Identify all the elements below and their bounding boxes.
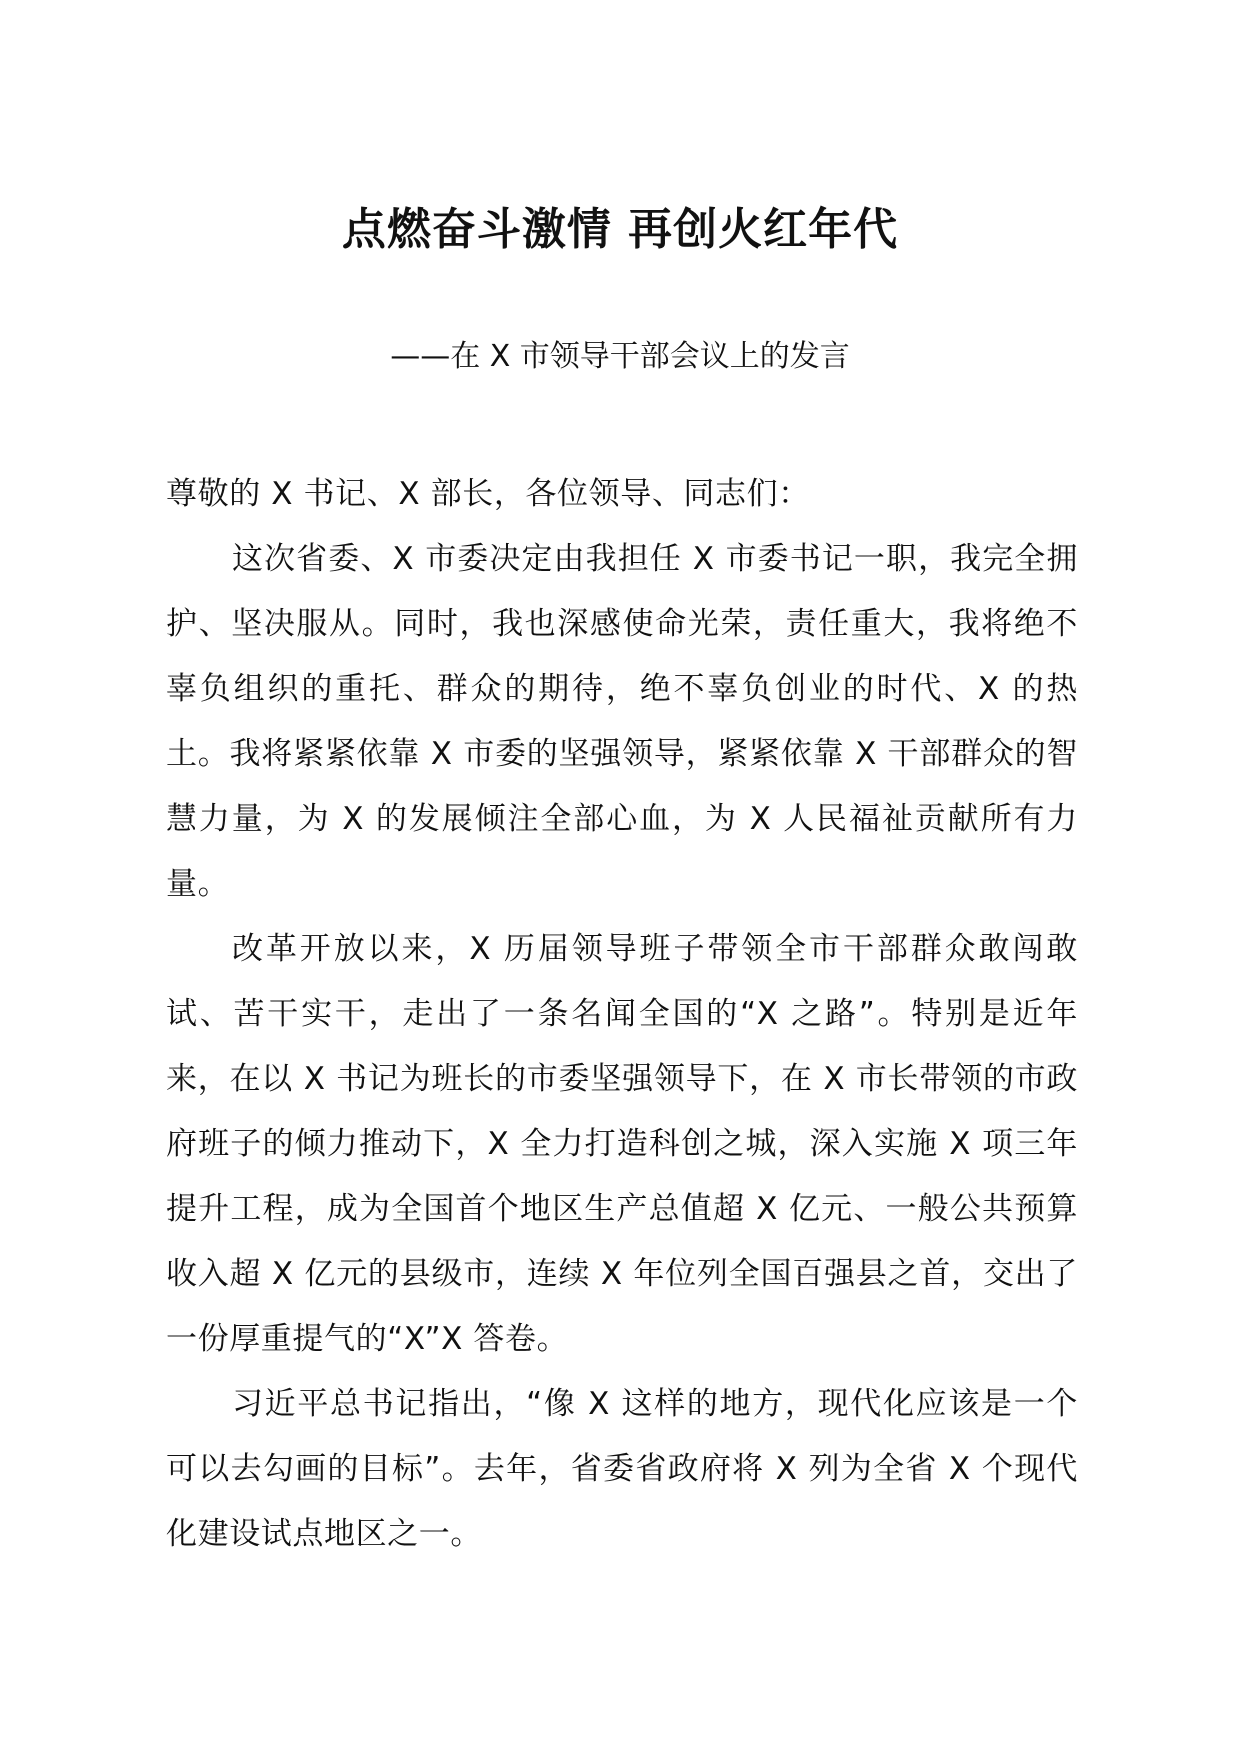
salutation: 尊敬的 X 书记、X 部长，各位领导、同志们：: [166, 476, 810, 512]
document-body: [166, 462, 1078, 1567]
document-subtitle: ——在 X 市领导干部会议上的发言: [390, 339, 850, 374]
document-title: 点燃奋斗激情 再创火红年代: [341, 204, 899, 255]
paragraph-1: 这次省委、X 市委决定由我担任 X 市委书记一职，我完全拥护、坚决服从。同时，我也深感使命光荣，责任重大，我将绝不辜负组织的重托、群众的期待，绝不辜负创业的时代、X 的热土。我将紧紧依靠 X 市委的坚强领导，紧紧依靠 X 干部群众的智慧力量，为 X 的发展倾注全部心血，为 X 人民福祉贡献所有力量。: [166, 541, 1078, 902]
paragraph-3: 习近平总书记指出，“像 X 这样的地方，现代化应该是一个可以去勾画的目标”。去年，省委省政府将 X 列为全省 X 个现代化建设试点地区之一。: [166, 1386, 1078, 1552]
paragraph-2: 改革开放以来，X 历届领导班子带领全市干部群众敢闯敢试、苦干实干，走出了一条名闻全国的“X 之路”。特别是近年来，在以 X 书记为班长的市委坚强领导下，在 X 市长带领的市政府班子的倾力推动下，X 全力打造科创之城，深入实施 X 项三年提升工程，成为全国首个地区生产总值超 X 亿元、一般公共预算收入超 X 亿元的县级市，连续 X 年位列全国百强县之首，交出了一份厚重提气的“X”X 答卷。: [166, 931, 1078, 1357]
